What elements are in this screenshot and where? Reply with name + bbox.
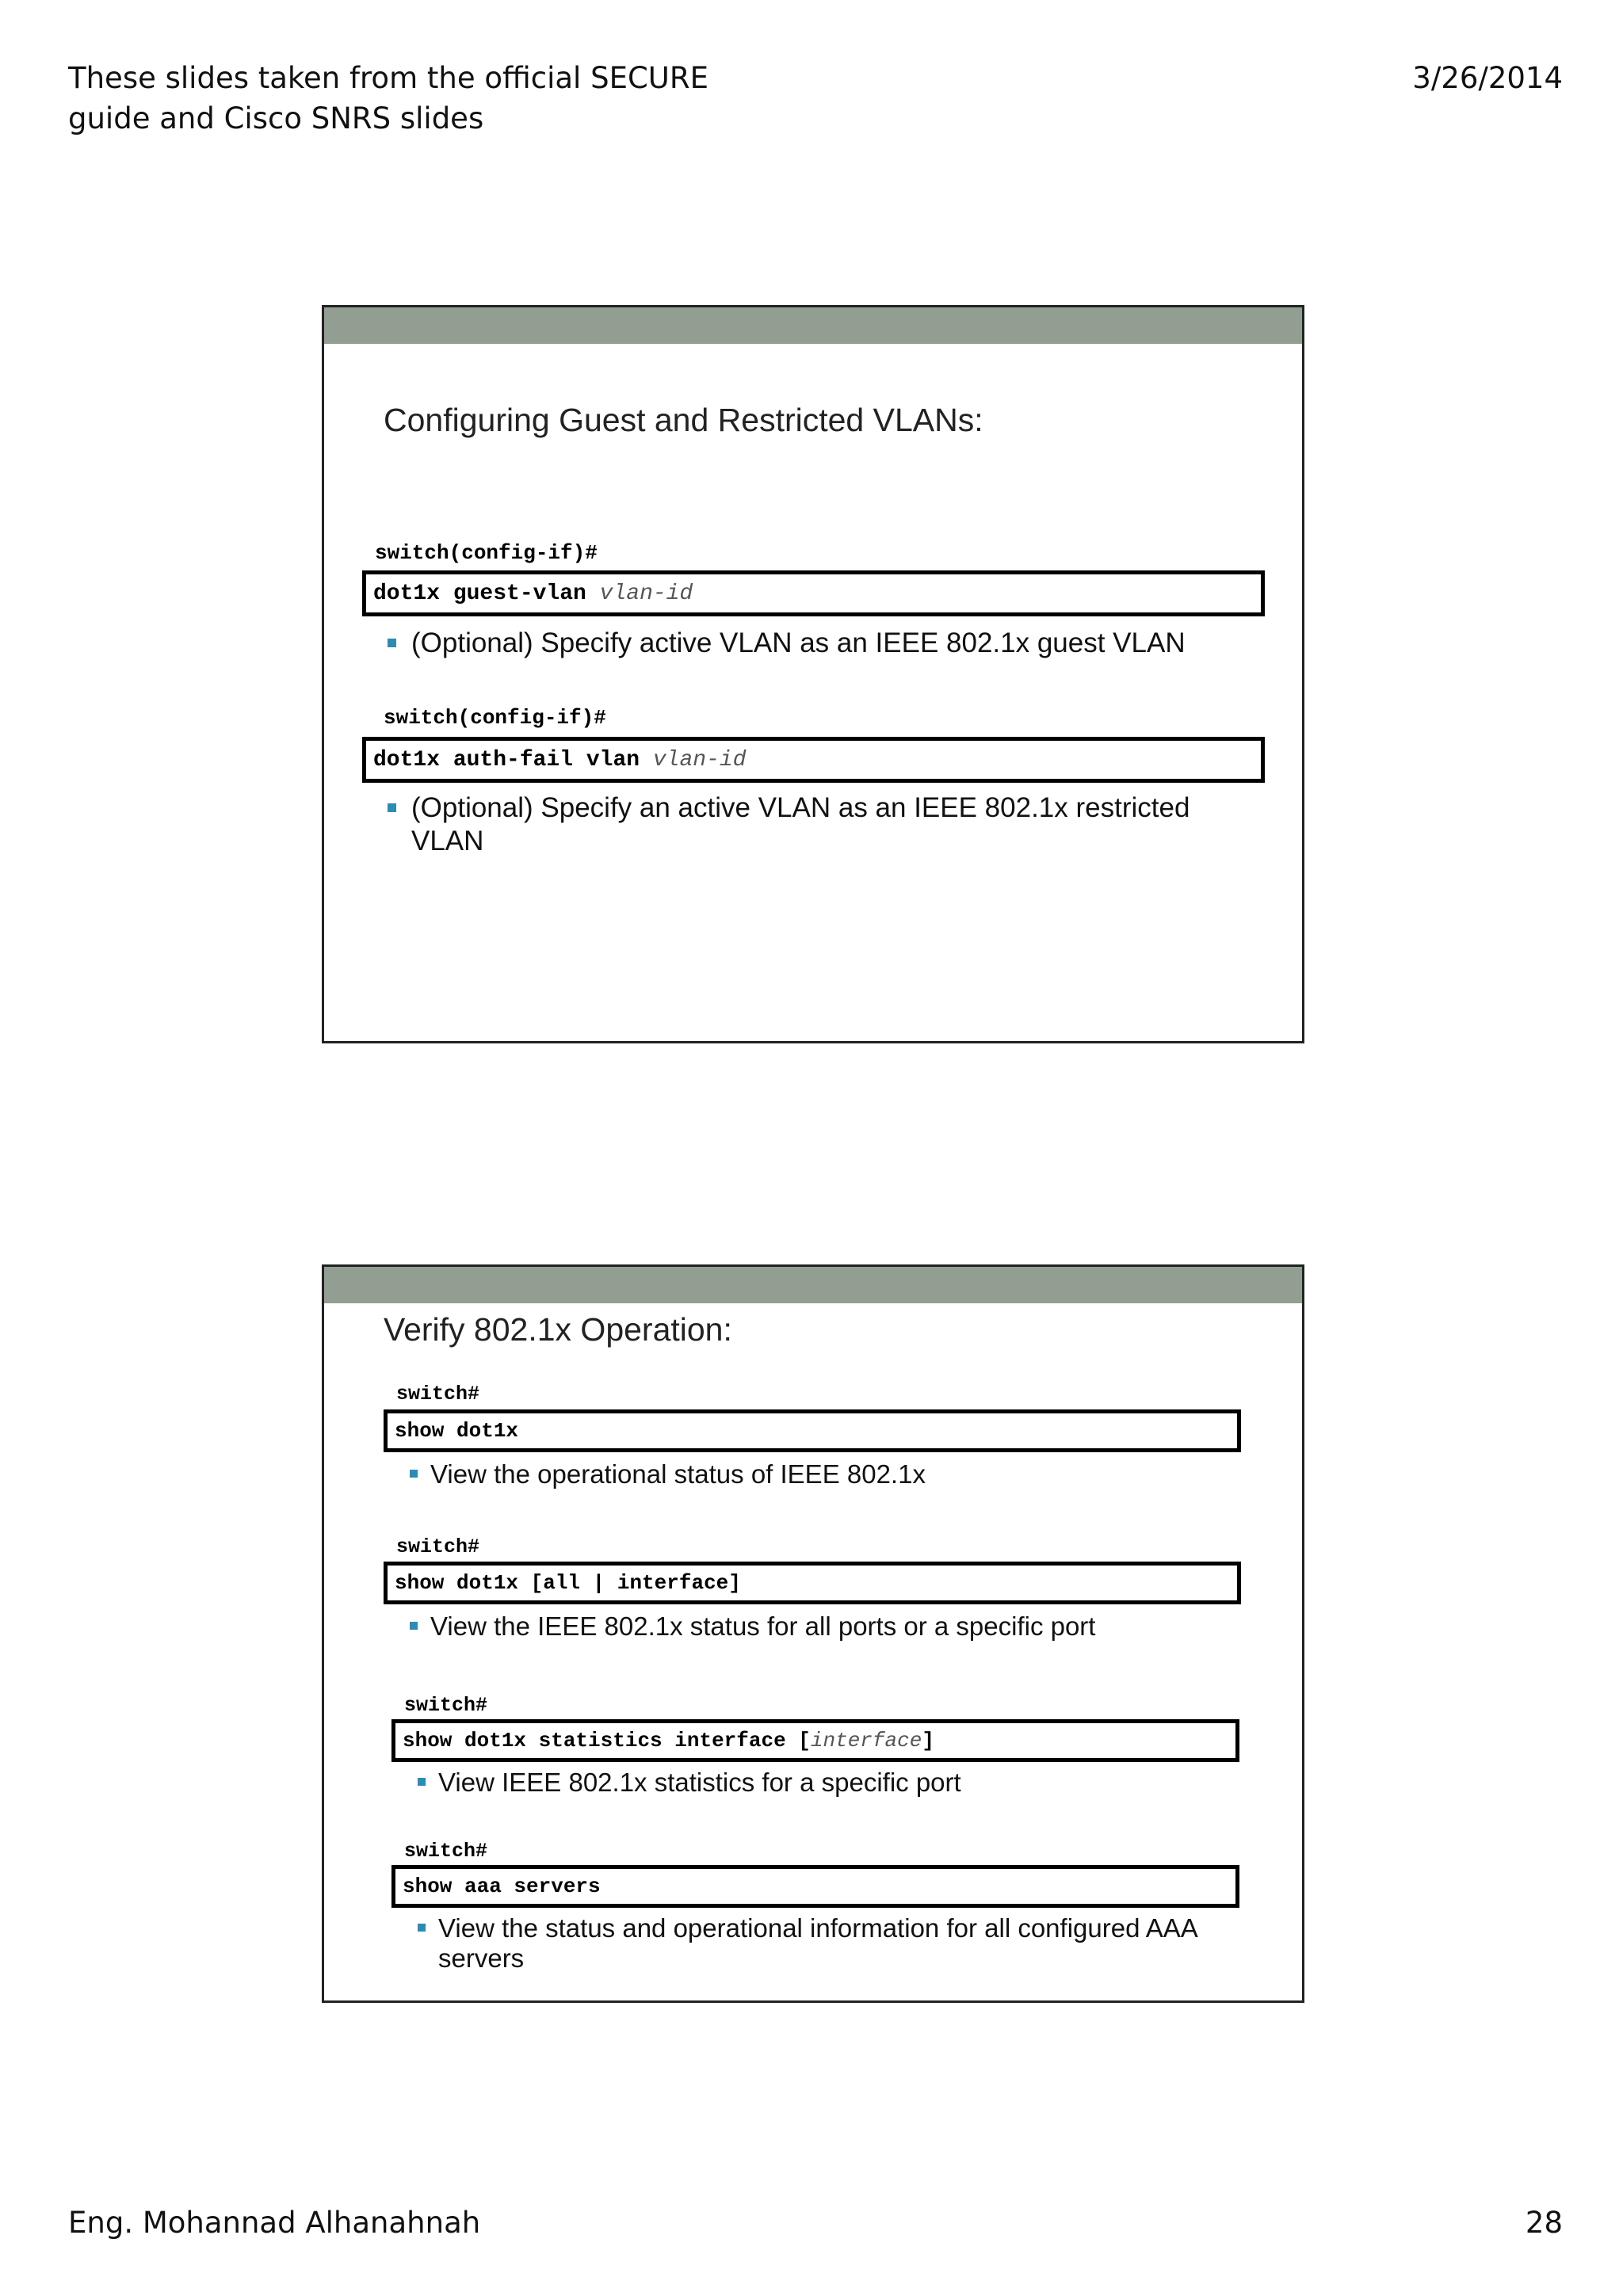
slide-title: Verify 802.1x Operation: xyxy=(384,1311,732,1348)
command-text: show aaa servers xyxy=(403,1875,601,1898)
bullet-square-icon xyxy=(418,1778,426,1786)
header-date: 3/26/2014 xyxy=(1412,61,1563,95)
cli-prompt: switch# xyxy=(404,1694,488,1717)
command-text: show dot1x [all | interface] xyxy=(395,1571,741,1595)
command-box xyxy=(384,1562,1241,1604)
command-box xyxy=(384,1409,1241,1452)
command-description: View the operational status of IEEE 802.1x xyxy=(410,1459,926,1489)
slide-title-band xyxy=(324,307,1302,344)
cli-prompt: switch(config-if)# xyxy=(375,541,598,565)
command-text: show dot1x xyxy=(395,1419,519,1443)
command-description: View the IEEE 802.1x status for all ports or a specific port xyxy=(410,1611,1095,1642)
header-title-line1: These slides taken from the official SECURE xyxy=(68,61,708,95)
bullet-square-icon xyxy=(388,803,396,812)
slide-guest-restricted-vlans xyxy=(322,305,1304,1043)
slide-title-band xyxy=(324,1267,1302,1303)
cli-prompt: switch# xyxy=(404,1840,488,1863)
slide-title: Configuring Guest and Restricted VLANs: xyxy=(384,402,983,438)
footer-page-number: 28 xyxy=(1525,2206,1563,2240)
command-text: show dot1x statistics interface [ xyxy=(403,1729,811,1753)
command-description: View IEEE 802.1x statistics for a specific port xyxy=(418,1768,961,1798)
cli-prompt: switch# xyxy=(396,1535,480,1558)
command-box xyxy=(362,737,1265,783)
slide-verify-8021x xyxy=(322,1264,1304,2003)
command-description: View the status and operational information for all configured AAA servers xyxy=(418,1913,1198,1974)
command-argument: interface xyxy=(810,1729,922,1753)
command-box xyxy=(362,570,1265,616)
footer-author: Eng. Mohannad Alhanahnah xyxy=(68,2206,481,2240)
cli-prompt: switch(config-if)# xyxy=(384,706,606,730)
command-text: dot1x guest-vlan xyxy=(373,581,586,606)
header-title-line2: guide and Cisco SNRS slides xyxy=(68,101,484,135)
command-description: (Optional) Specify active VLAN as an IEEE 802.1x guest VLAN xyxy=(388,627,1186,659)
bullet-square-icon xyxy=(418,1924,426,1932)
bullet-square-icon xyxy=(388,639,396,647)
command-box xyxy=(391,1865,1239,1908)
command-description: (Optional) Specify an active VLAN as an IEEE 802.1x restricted VLAN xyxy=(388,791,1190,858)
command-text: dot1x auth-fail vlan xyxy=(373,747,640,772)
command-argument: vlan-id xyxy=(652,747,747,772)
bullet-square-icon xyxy=(410,1622,418,1630)
bullet-square-icon xyxy=(410,1470,418,1478)
cli-prompt: switch# xyxy=(396,1383,480,1405)
command-argument: vlan-id xyxy=(599,581,693,606)
command-box xyxy=(391,1719,1239,1762)
command-text-suffix: ] xyxy=(922,1729,934,1753)
